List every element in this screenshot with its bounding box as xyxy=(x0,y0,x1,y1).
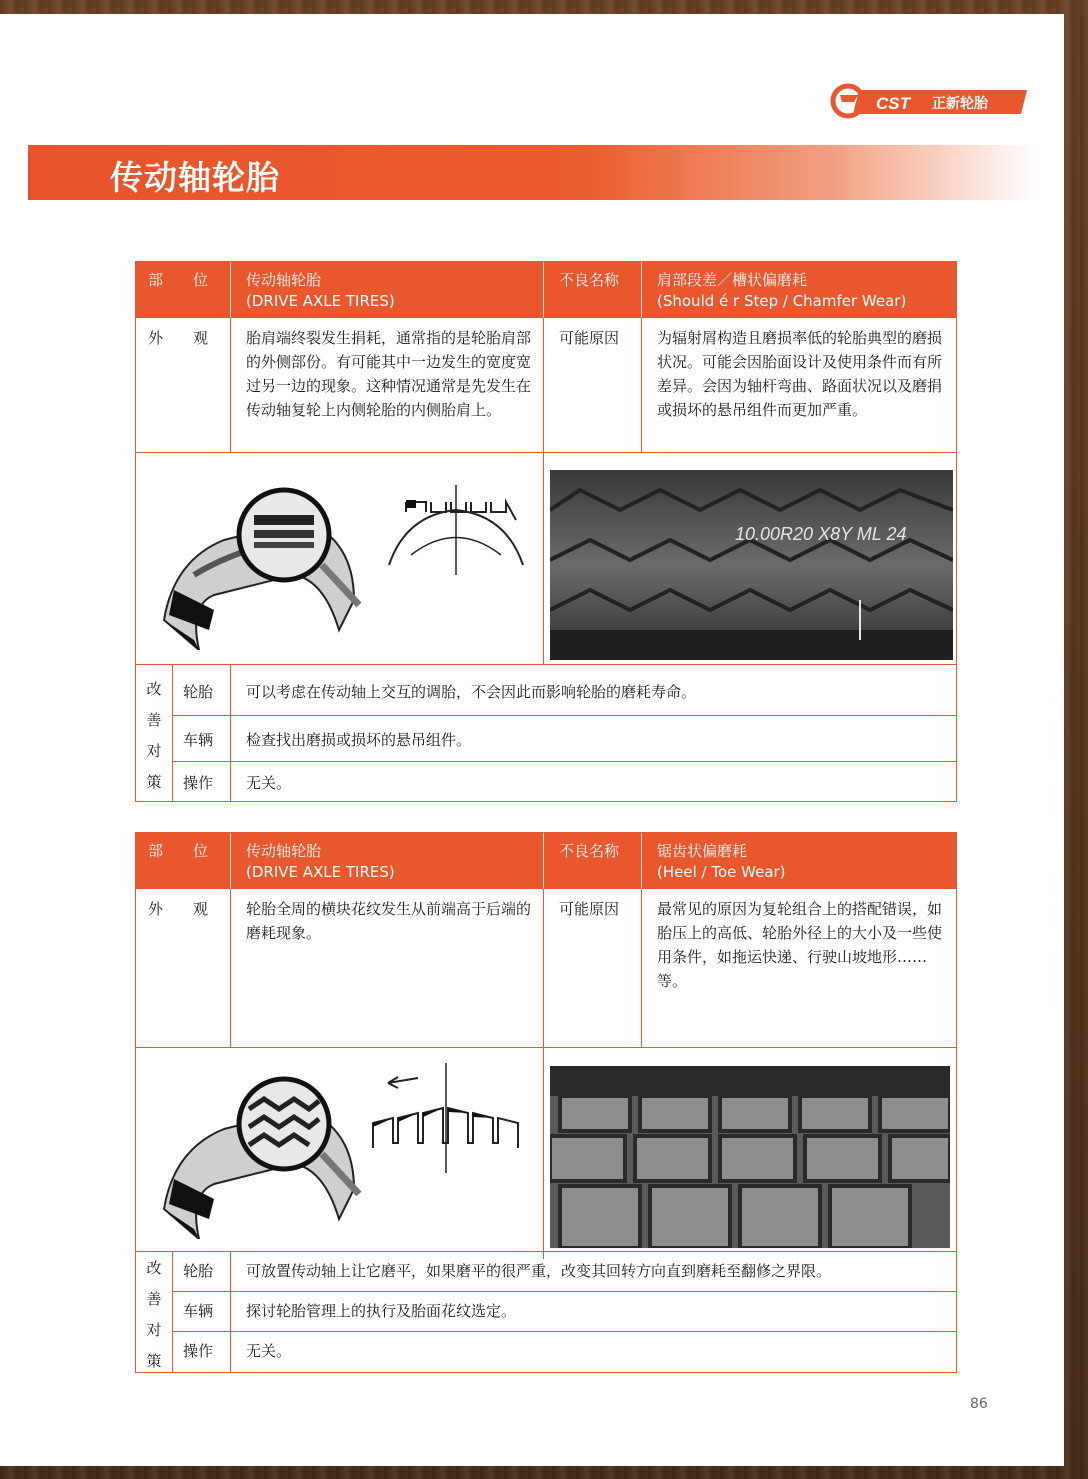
defect-label: 不良名称 xyxy=(559,271,620,289)
wear-profile-diagram xyxy=(381,480,531,575)
appearance-label: 外 观 xyxy=(148,329,209,347)
tire-cutaway-illustration xyxy=(154,1069,364,1239)
defect-value: 肩部段差／槽状偏磨耗 xyxy=(657,271,808,289)
measure-tire-text: 可放置传动轴上让它磨平，如果磨平的很严重，改变其回转方向直到磨耗至翻修之界限。 xyxy=(246,1262,832,1280)
cst-logo xyxy=(828,78,1038,124)
cause-text: 为辐射屑构造且磨损率低的轮胎典型的磨损状况。可能会因胎面设计及使用条件而有所差异。会因为轴杆弯曲、路面状况以及磨捐或损坏的悬吊组件而更加严重。 xyxy=(657,329,943,419)
measure-operation-label: 操作 xyxy=(183,774,214,792)
part-value: 传动轴轮胎 xyxy=(246,842,322,860)
heel-toe-wear-photo xyxy=(550,1066,950,1248)
appearance-text: 轮胎全周的横块花纹发生从前端高于后端的磨耗现象。 xyxy=(246,900,532,942)
measure-vehicle-label: 车辆 xyxy=(183,1302,214,1320)
measure-operation-label: 操作 xyxy=(183,1342,214,1360)
page-title: 传动轴轮胎 xyxy=(110,158,280,197)
measure-vehicle-label: 车辆 xyxy=(183,731,214,749)
tire-cutaway-illustration xyxy=(154,480,364,650)
appearance-label: 外 观 xyxy=(148,900,209,918)
wear-card-1 xyxy=(135,261,957,802)
cause-label: 可能原因 xyxy=(559,900,620,918)
wear-card-2 xyxy=(135,832,957,1373)
defect-value: 锯齿状偏磨耗 xyxy=(657,842,748,860)
logo-text: CST xyxy=(876,94,910,113)
measure-tire-label: 轮胎 xyxy=(183,1262,214,1280)
page-number: 86 xyxy=(970,1396,988,1412)
part-value: 传动轴轮胎 xyxy=(246,271,322,289)
measures-label: 改善对策 xyxy=(146,680,162,791)
part-value-en: (DRIVE AXLE TIRES) xyxy=(246,292,395,310)
heel-toe-profile-diagram xyxy=(368,1063,528,1173)
defect-label: 不良名称 xyxy=(559,842,620,860)
measure-tire-label: 轮胎 xyxy=(183,683,214,701)
cause-label: 可能原因 xyxy=(559,329,620,347)
logo-subtext: 正新轮胎 xyxy=(932,96,988,112)
part-value-en: (DRIVE AXLE TIRES) xyxy=(246,863,395,881)
appearance-text: 胎肩端终裂发生捐耗，通常指的是轮胎肩部的外侧部份。有可能其中一边发生的宽度宽过另一边的现象。这种情况通常是先发生在传动轴复轮上内侧轮胎的内侧胎肩上。 xyxy=(246,329,532,419)
page xyxy=(0,14,1064,1466)
cause-text: 最常见的原因为复轮组合上的搭配错误，如胎压上的高低、轮胎外径上的大小及一些使用条件，如拖运快递、行驶山坡地形……等。 xyxy=(657,900,943,990)
defect-value-en: (Heel / Toe Wear) xyxy=(657,863,786,881)
card-header xyxy=(136,833,956,889)
measure-tire-text: 可以考虑在传动轴上交互的调胎，不会因此而影响轮胎的磨耗寿命。 xyxy=(246,683,697,701)
measure-operation-text: 无关。 xyxy=(246,1342,292,1360)
measure-vehicle-text: 探讨轮胎管理上的执行及胎面花纹选定。 xyxy=(246,1302,517,1320)
measure-operation-text: 无关。 xyxy=(246,774,292,792)
photo-handwriting: 10.00R20 X8Y ML 24 xyxy=(735,524,907,544)
measures-label: 改善对策 xyxy=(146,1259,162,1370)
chamfer-wear-photo xyxy=(550,470,953,660)
defect-value-en: (Should é r Step / Chamfer Wear) xyxy=(657,292,907,310)
card-header xyxy=(136,262,956,318)
title-banner xyxy=(28,145,1038,200)
part-label: 部 位 xyxy=(148,271,209,289)
measure-vehicle-text: 检查找出磨损或损坏的悬吊组件。 xyxy=(246,731,472,749)
part-label: 部 位 xyxy=(148,842,209,860)
